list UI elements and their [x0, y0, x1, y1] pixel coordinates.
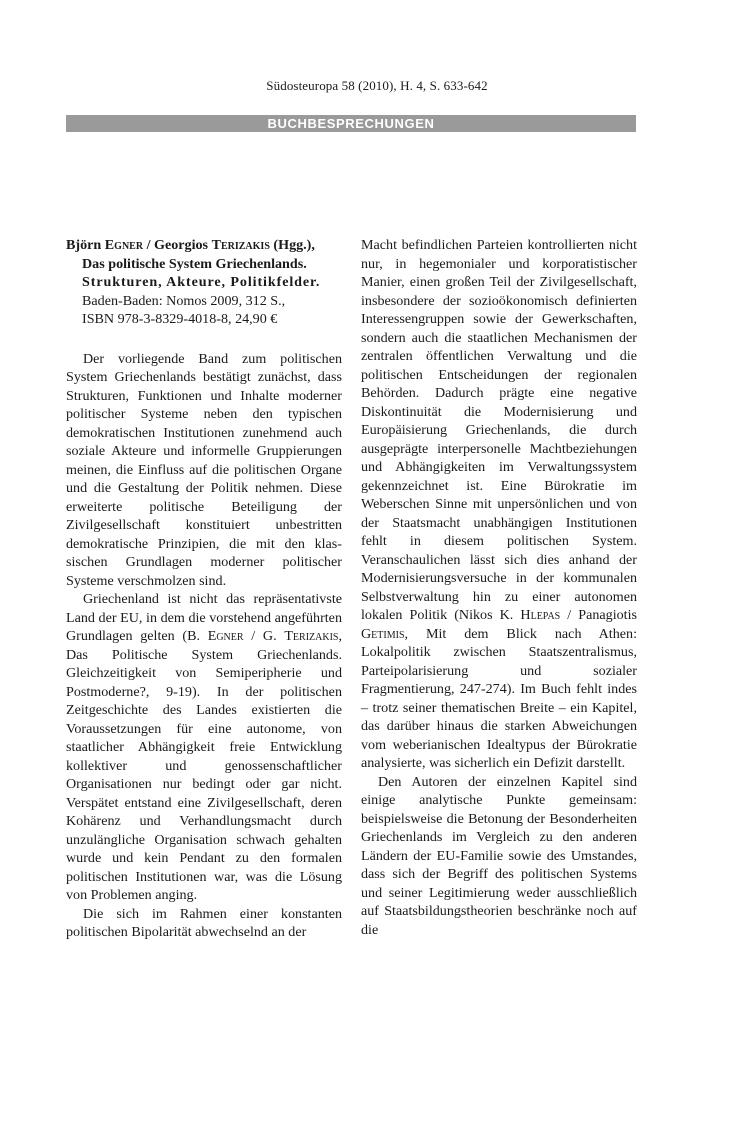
cited-author-egner: Egner [207, 628, 244, 644]
publication-details: Baden-Baden: Nomos 2009, 312 S., [82, 292, 286, 309]
cited-author-hlepas: Hlepas [520, 607, 561, 623]
author1-lastname: Egner [104, 237, 144, 253]
review-authors [66, 236, 342, 255]
paragraph-3-continued [361, 236, 637, 773]
paragraph-2-text-b: , Das Politische System Griechenlands. Gleichzeitigkeit von Semiperipherie und Postmoderne?, 9-19). In der politischen Zeitgeschichte des Landes existierten die Voraussetzungen für eine autonome, von staatlicher Abhängigkeit freie Entwicklung kollektiver und genossenschaftlicher Organisationen nur bedingt oder gar nicht. Verspätet entstand eine Zivilgesellschaft, deren Kohärenz und Verhandlungsmacht durch unzulängliche Organisation schwach gehalten wurde und kein Pendant zu den formalen politischen Institutionen war, was die Lösung von Problemen anging. [66, 628, 343, 903]
section-heading-bar: BUCHBESPRECHUNGEN [66, 115, 636, 132]
book-title: Das politische System Griechenlands. [82, 255, 307, 272]
paragraph-3-text-a: Macht befindlichen Parteien kontrollierten nicht nur, in hegemonialer und korporatistischer Manier, einen großen Teil der Zivilgesellschaft, insbesondere der sozioökonomisch definierten Interessengruppen sowie der Gewerkschaften, sondern auch die staatlichen Mechanismen der zentralen öffentlichen Verwaltung und die politischen Entscheidungen der regionalen Behörden. Dadurch prägte eine negative Diskontinuität die Modernisierung und Europäisierung Griechenlands, die durch ausgeprägte interpersonelle Machtbeziehungen und Abhängigkeiten im Verwaltungssystem gekennzeichnet ist. Eine Bürokratie im Weberschen Sinne mit unpersönlichen und von der Staatsmacht unabhängigen Institutionen fehlt in diesem politischen System. Veranschaulichen lässt sich dies anhand der Modernisierungsversuche in der kommunalen Selbstverwaltung hin zu einer autonomen lokalen Politik (Nikos K. [361, 237, 637, 623]
paragraph-2 [66, 590, 342, 905]
paragraph-1: Der vorliegende Band zum politischen System Griechenlands bestätigt zunächst, dass Strukturen, Funktionen und Inhalte moderner politischer Systeme neben den typischen demokratischen Institutionen zunehmend auch soziale Akteure und informelle Gruppierungen meinen, die Einfluss auf die politischen Organe und die Gestaltung der Politik nehmen. Diese erweiterte politische Beteiligung der Zivilgesellschaft konstituiert unbestritten demokratische Prinzipien, die mit den klassischen Grundlagen moderner politischer Systeme verschmolzen sind. [66, 350, 342, 589]
citation-separator: / G. [243, 628, 285, 644]
right-column [361, 236, 637, 939]
isbn-price: ISBN 978-3-8329-4018-8, 24,90 € [82, 311, 278, 327]
author-separator: / [143, 237, 155, 253]
paragraph-3-text-b: , Mit dem Blick nach Athen: Lokalpolitik zwischen Staatszentralismus, Parteipolarisierung und sozialer Fragmentierung, 247-274). Im Buch fehlt indes – trotz seiner thematischen Breite – ein Kapitel, das darüber hinaus die starken Abweichungen vom weberianischen Idealtypus der Bürokratie analysierte, was sicherlich ein Defizit darstellt. [361, 625, 637, 771]
author2-firstname: Georgios [154, 237, 212, 253]
paragraph-3-start: Die sich im Rahmen einer konstanten politischen Bipolarität abwechselnd an der [66, 905, 342, 940]
spacer [66, 329, 342, 350]
paragraph-2-text-a: Griechenland ist nicht das repräsentativste Land der EU, in dem die vorstehend angeführten Grundlagen gelten (B. [66, 591, 342, 644]
author2-lastname: Terizakis [211, 237, 270, 253]
cited-author-getimis: Getimis [361, 625, 405, 642]
book-reference [66, 236, 342, 329]
citation-separator: / Panagiotis [560, 607, 637, 623]
cited-author-terizakis: Terizakis [284, 628, 339, 644]
author1-firstname: Björn [66, 237, 105, 253]
running-header: Südosteuropa 58 (2010), H. 4, S. 633-642 [266, 78, 488, 93]
paragraph-4: Den Autoren der einzelnen Kapitel sind einige analytische Punkte gemeinsam: beispielsweise die Betonung der Besonderheiten Griechenlands im Vergleich zu den anderen Ländern der EU-Familie sowie des Umstandes, dass sich der Begriff des politischen Systems und seiner Legitimierung weder ausschließlich auf Staatsbildungstheorien beschränke noch auf die [361, 773, 637, 938]
book-subtitle: Strukturen, Akteure, Politikfelder. [82, 274, 321, 290]
left-column [66, 236, 342, 942]
editors-suffix: (Hgg.), [269, 237, 315, 253]
